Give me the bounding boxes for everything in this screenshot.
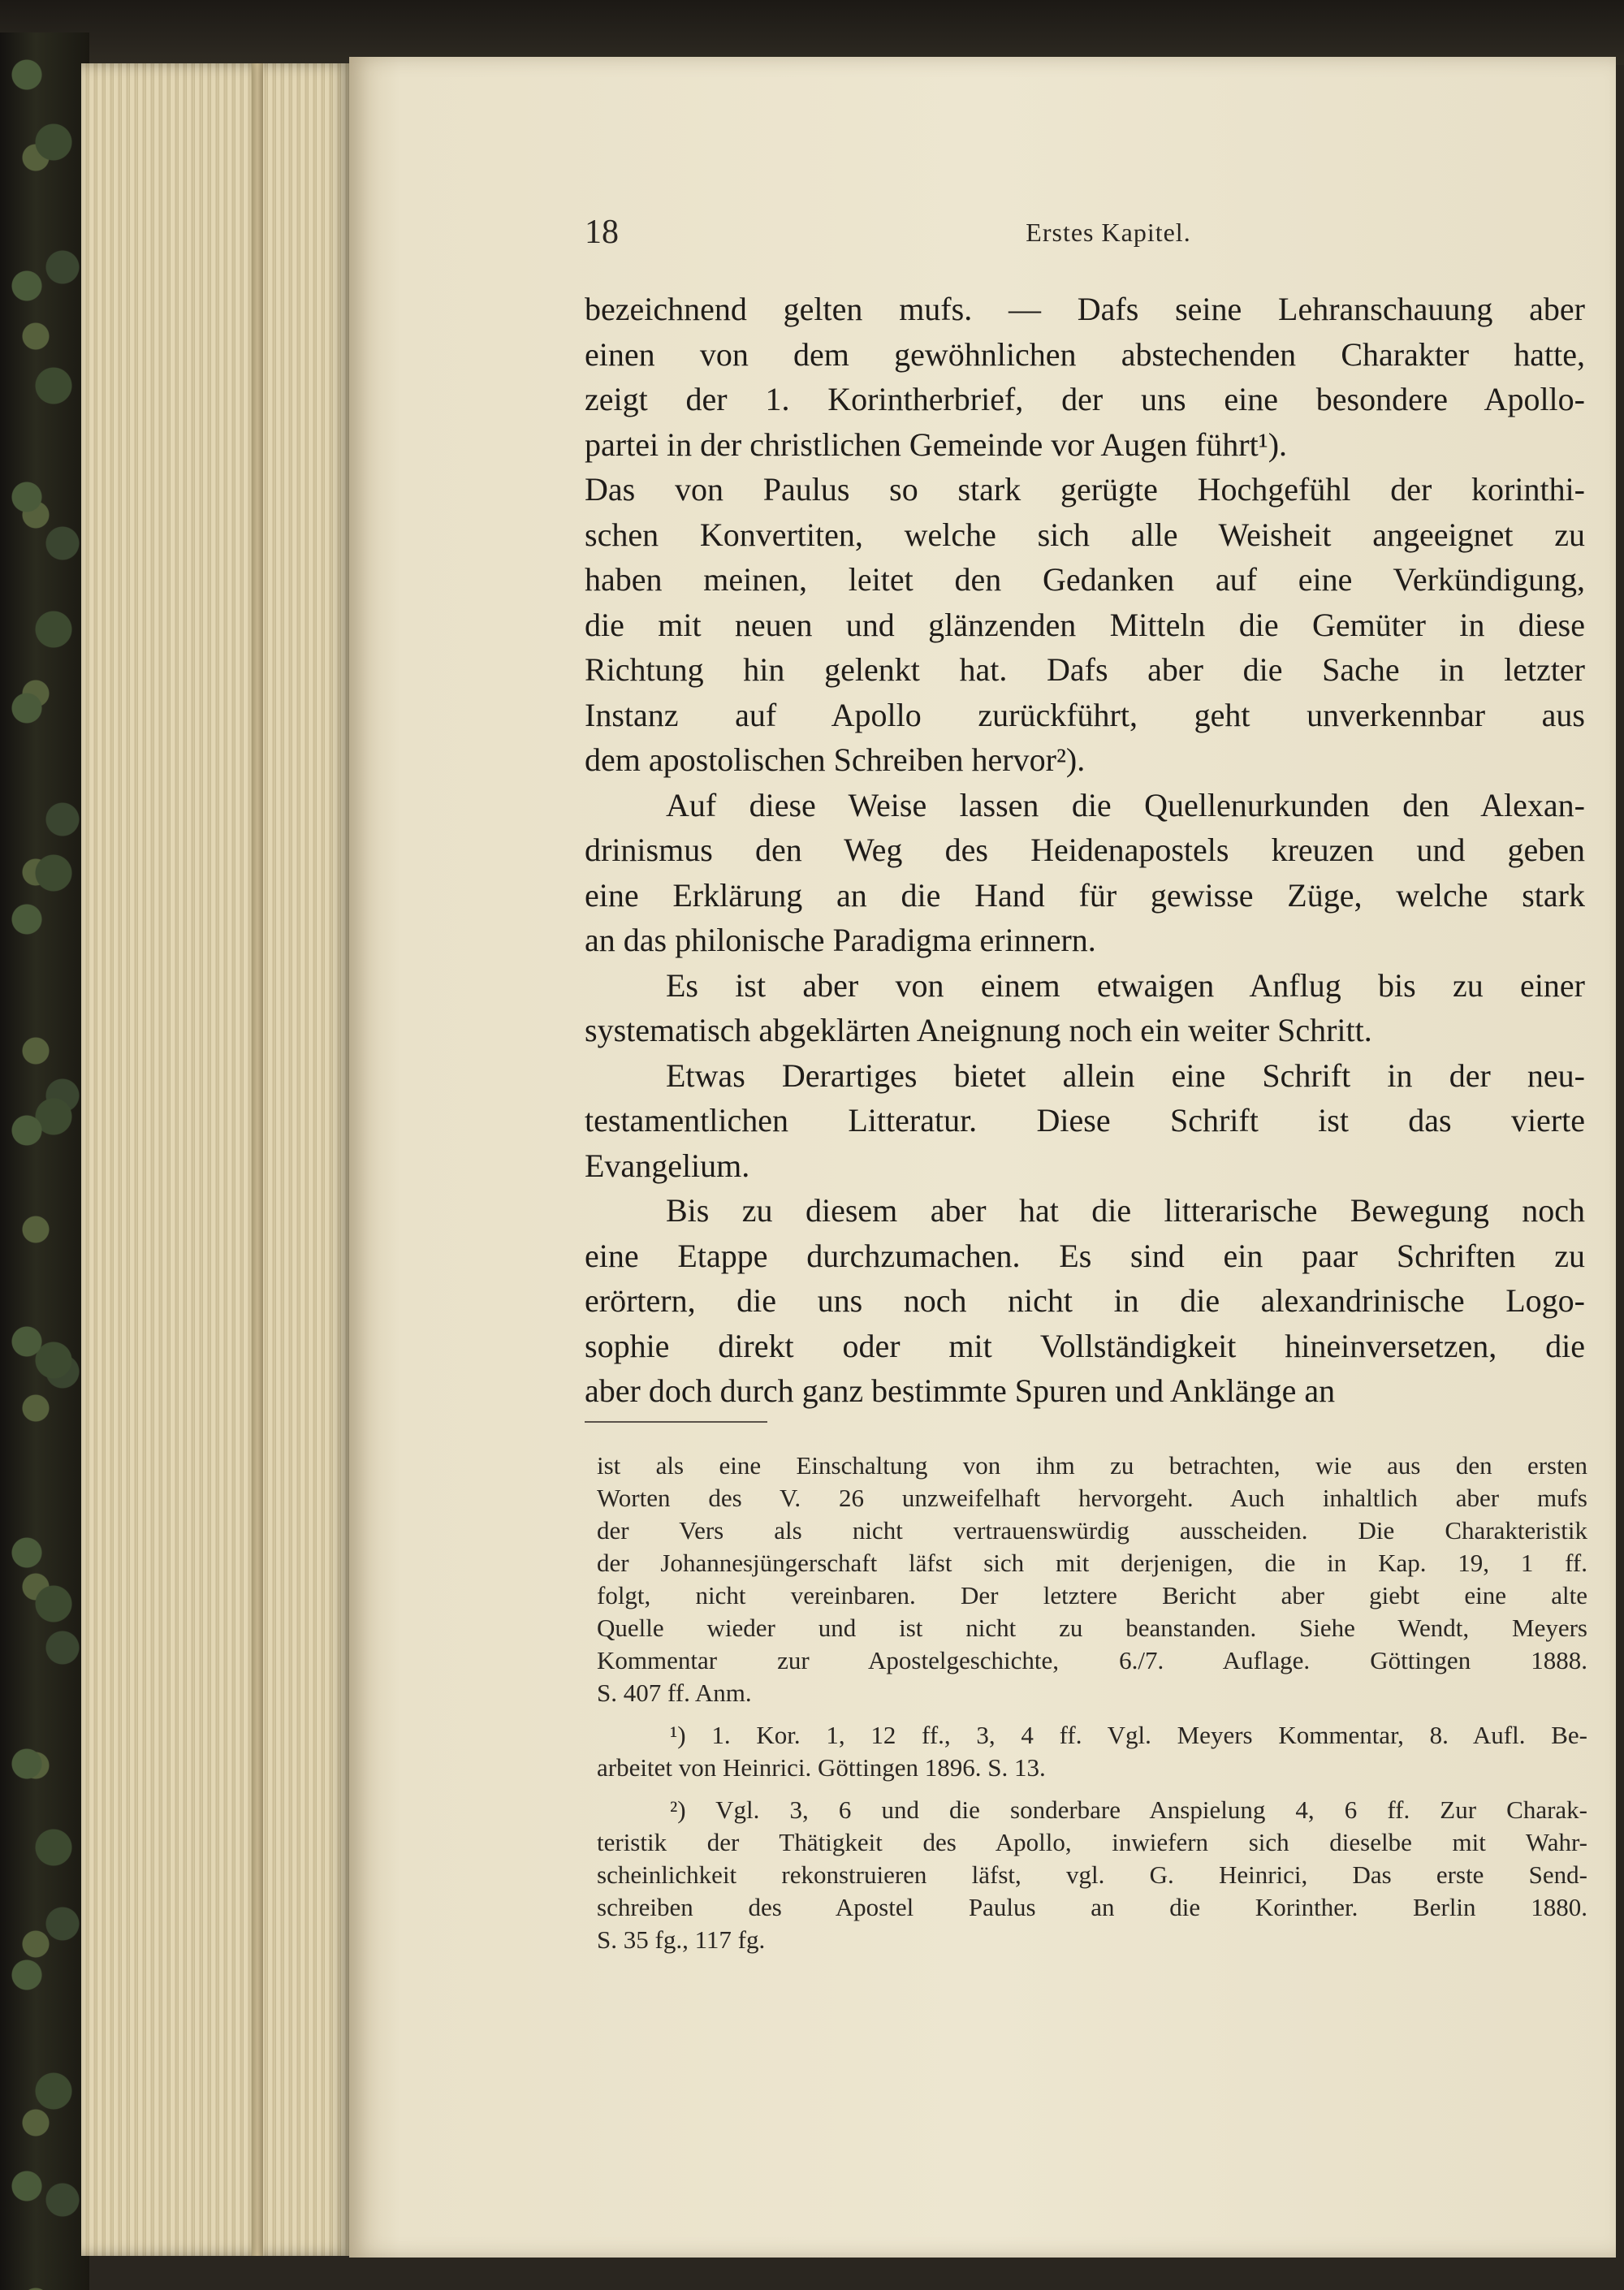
footnote-line: S. 407 ff. Anm. (597, 1679, 752, 1707)
body-line: eine Etappe durchzumachen. Es sind ein paar Schriften zu (585, 1237, 1585, 1274)
body-line: an das philonische Paradigma erinnern. (585, 922, 1096, 958)
footnote-line: S. 35 fg., 117 fg. (597, 1925, 766, 1954)
footnote-gap (597, 1784, 1587, 1794)
body-line: die mit neuen und glänzenden Mitteln die Gemüter in diese (585, 606, 1585, 643)
book-cover-top (0, 0, 1624, 65)
body-line: einen von dem gewöhnlichen abstechenden Charakter hatte, (585, 335, 1585, 373)
footnote-line: ²) Vgl. 3, 6 und die sonderbare Anspielung 4, 6 ff. Zur Charak- (670, 1795, 1587, 1824)
body-line: haben meinen, leitet den Gedanken auf eine Verkündigung, (585, 561, 1585, 598)
body-line: drinismus den Weg des Heidenapostels kreuzen und geben (585, 832, 1585, 868)
page-edges (81, 63, 349, 2256)
page-number: 18 (585, 214, 619, 251)
running-head: Erstes Kapitel. (1026, 218, 1191, 247)
body-line: Auf diese Weise lassen die Quellenurkunden den Alexan- (666, 786, 1585, 823)
footnote-line: folgt, nicht vereinbaren. Der letztere Bericht aber giebt eine alte (597, 1581, 1587, 1609)
body-line: schen Konvertiten, welche sich alle Weisheit angeeignet zu (585, 516, 1585, 553)
body-text (585, 287, 1585, 1414)
body-line: Evangelium. (585, 1147, 750, 1184)
footnote-line: Kommentar zur Apostelgeschichte, 6./7. Auflage. Göttingen 1888. (597, 1646, 1587, 1674)
body-line: systematisch abgeklärten Aneignung noch ein weiter Schritt. (585, 1012, 1372, 1048)
body-line: aber doch durch ganz bestimmte Spuren und Anklänge an (585, 1372, 1336, 1409)
body-line: Das von Paulus so stark gerügte Hochgefühl der korinthi- (585, 471, 1585, 508)
body-line: Es ist aber von einem etwaigen Anflug bis zu einer (666, 966, 1585, 1004)
body-line: Richtung hin gelenkt hat. Dafs aber die Sache in letzter (585, 651, 1585, 688)
book-binding (0, 32, 89, 2290)
body-line: erörtern, die uns noch nicht in die alexandrinische Logo- (585, 1282, 1585, 1319)
body-line: partei in der christlichen Gemeinde vor Augen führt¹). (585, 426, 1288, 463)
body-line: dem apostolischen Schreiben hervor²). (585, 741, 1086, 778)
body-line: bezeichnend gelten mufs. — Dafs seine Lehranschauung aber (585, 291, 1585, 327)
footnote-gap (597, 1709, 1587, 1719)
footnote-line: schreiben des Apostel Paulus an die Korinther. Berlin 1880. (597, 1893, 1587, 1921)
body-line: Etwas Derartiges bietet allein eine Schrift in der neu- (666, 1056, 1585, 1094)
body-line: Instanz auf Apollo zurückführt, geht unverkennbar aus (585, 696, 1585, 733)
footnote-line: der Johannesjüngerschaft läfst sich mit derjenigen, die in Kap. 19, 1 ff. (597, 1549, 1587, 1577)
body-line: testamentlichen Litteratur. Diese Schrift ist das vierte (585, 1102, 1585, 1139)
body-line: sophie direkt oder mit Vollständigkeit hineinversetzen, die (585, 1327, 1585, 1364)
footnote-line: scheinlichkeit rekonstruieren läfst, vgl. G. Heinrici, Das erste Send- (597, 1860, 1587, 1889)
footnote-line: der Vers als nicht vertrauenswürdig ausscheiden. Die Charakteristik (597, 1516, 1587, 1545)
body-line: Bis zu diesem aber hat die litterarische Bewegung noch (666, 1192, 1585, 1229)
body-line: eine Erklärung an die Hand für gewisse Züge, welche stark (585, 876, 1585, 914)
footnote-line: arbeitet von Heinrici. Göttingen 1896. S. 13. (597, 1753, 1046, 1782)
footnote-line: Quelle wieder und ist nicht zu beanstanden. Siehe Wendt, Meyers (597, 1614, 1587, 1642)
footnote-rule (585, 1421, 767, 1423)
footnote-line: teristik der Thätigkeit des Apollo, inwiefern sich dieselbe mit Wahr- (597, 1828, 1587, 1856)
footnotes (597, 1450, 1587, 1956)
footnote-line: Worten des V. 26 unzweifelhaft hervorgeht. Auch inhaltlich aber mufs (597, 1484, 1587, 1512)
page-header (585, 213, 1583, 261)
body-line: zeigt der 1. Korintherbrief, der uns eine besondere Apollo- (585, 381, 1585, 417)
footnote-line: ¹) 1. Kor. 1, 12 ff., 3, 4 ff. Vgl. Meyers Kommentar, 8. Aufl. Be- (670, 1721, 1587, 1749)
footnote-line: ist als eine Einschaltung von ihm zu betrachten, wie aus den ersten (597, 1451, 1587, 1480)
